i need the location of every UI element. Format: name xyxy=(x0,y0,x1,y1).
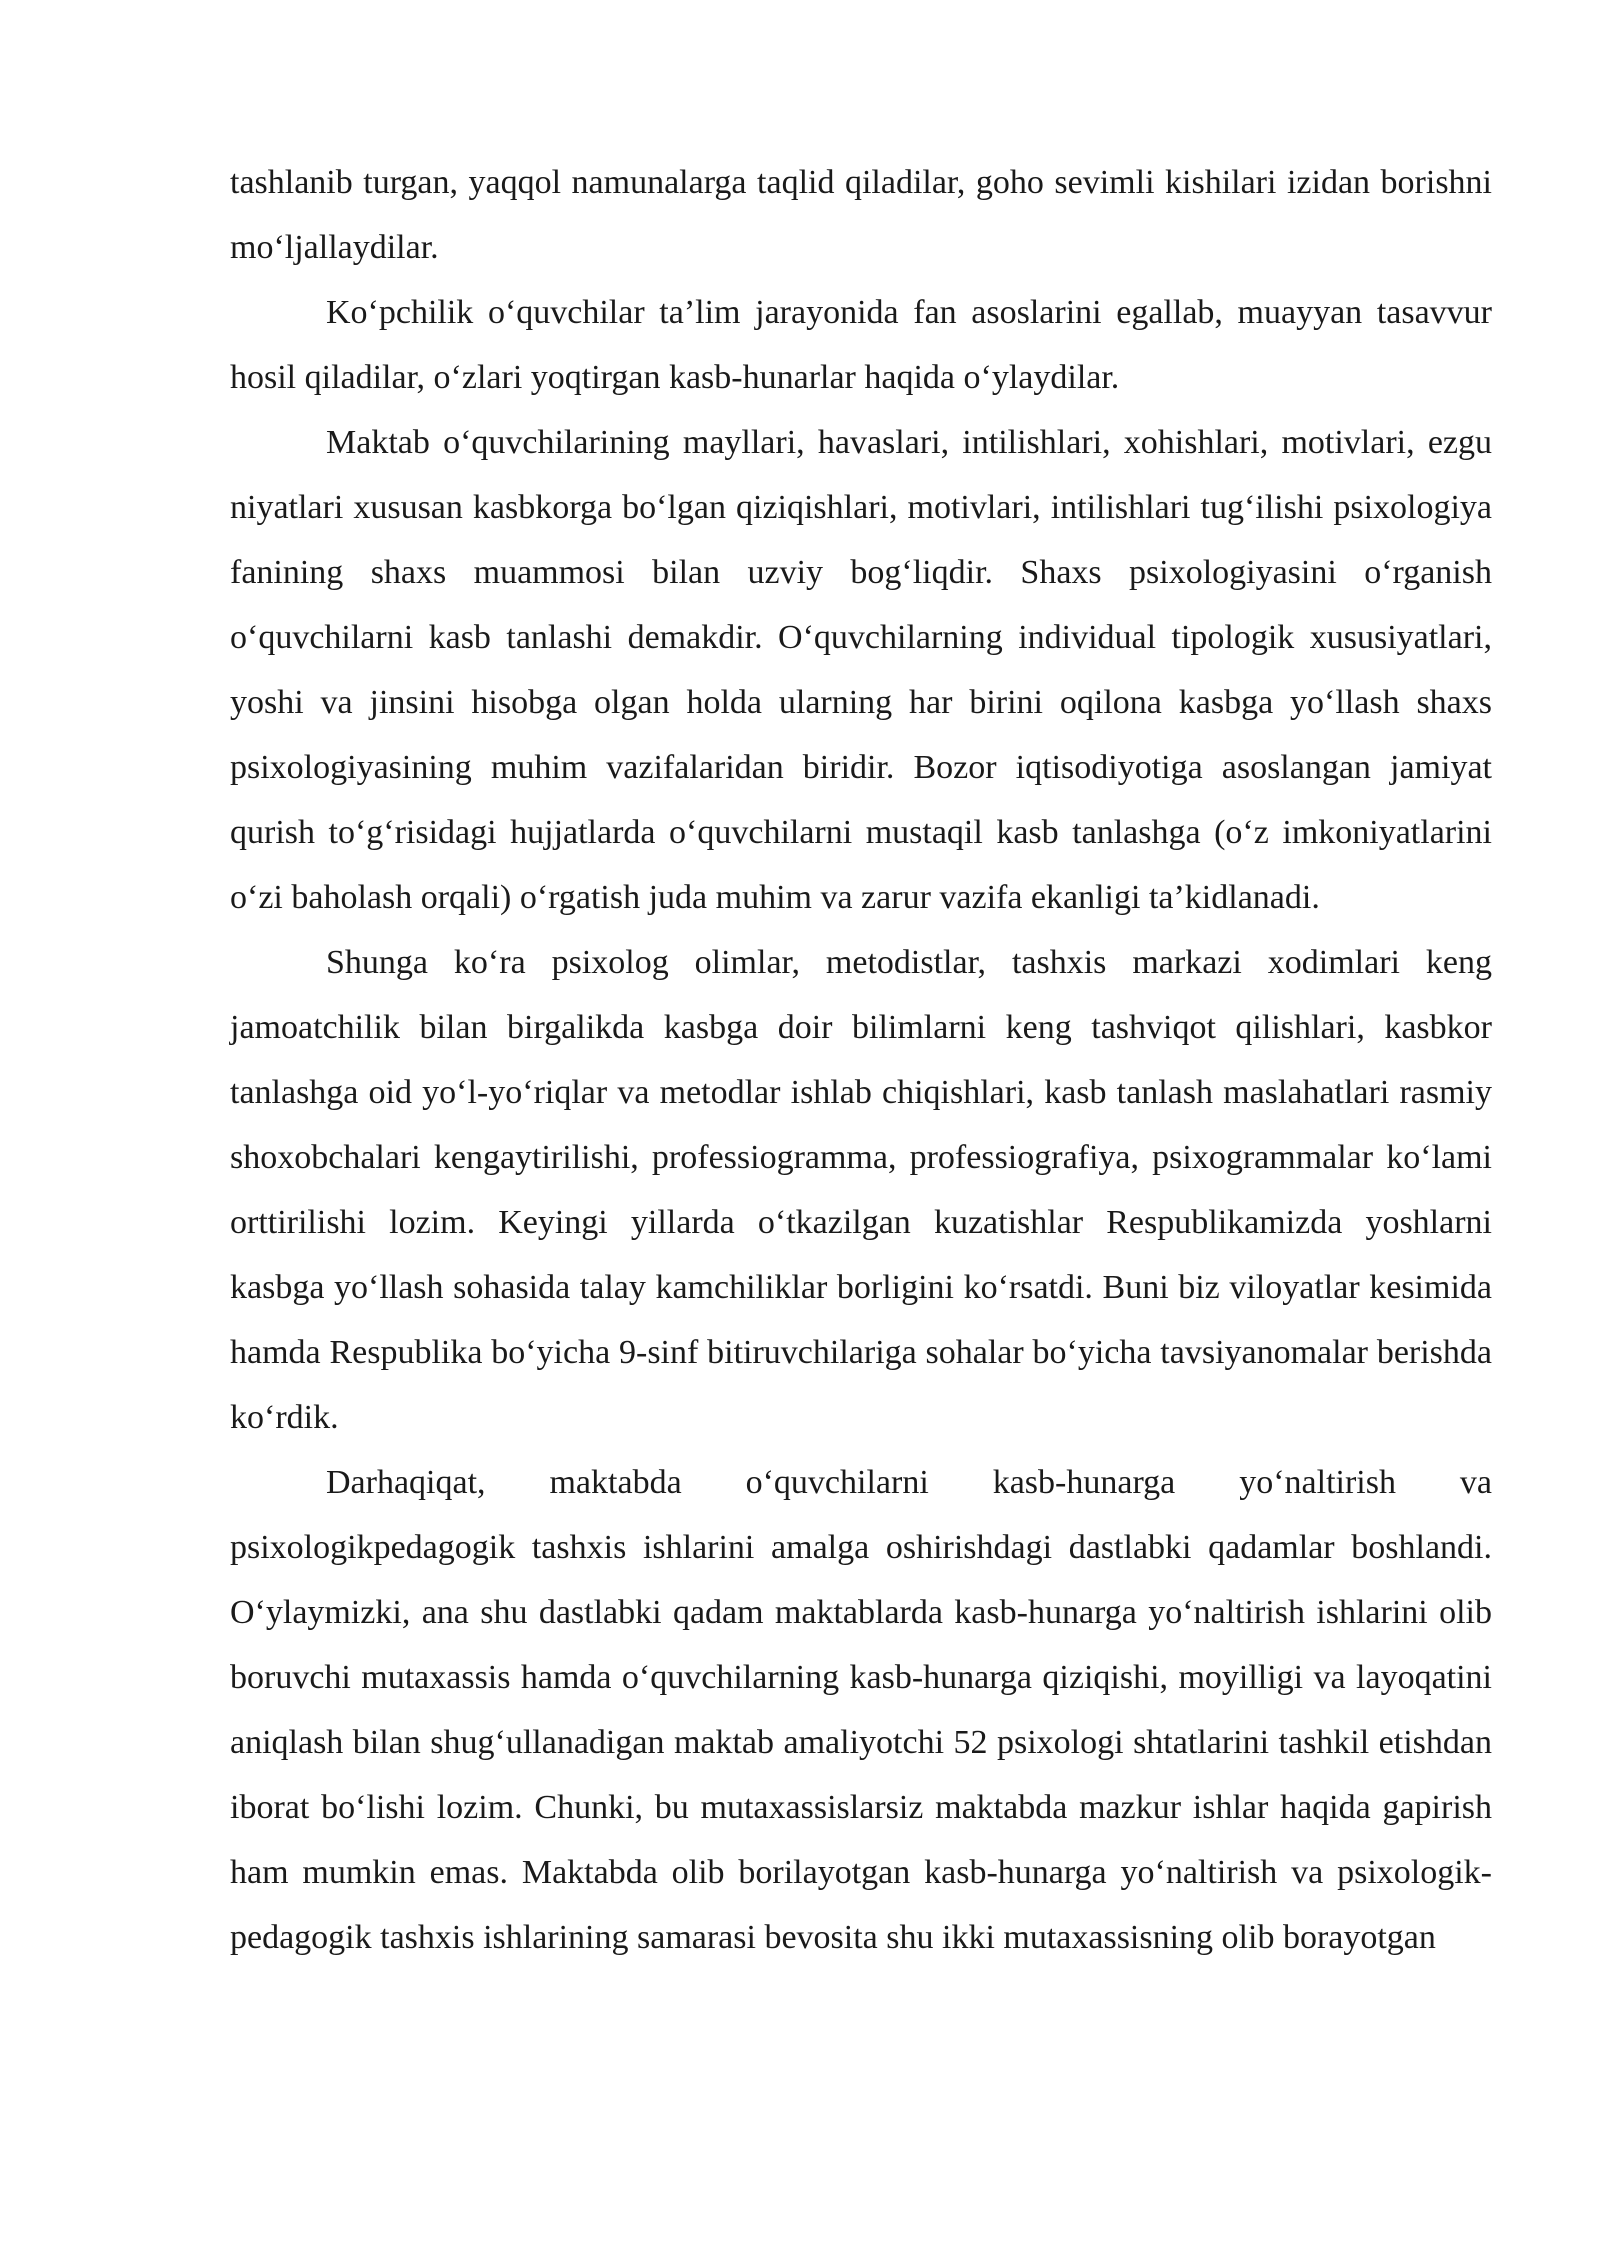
paragraph-continuation: tashlanib turgan, yaqqol namunalarga taqlid qiladilar, goho sevimli kishilari izidan borishni mo‘ljallaydilar. xyxy=(230,164,1492,266)
paragraph: Shunga ko‘ra psixolog olimlar, metodistlar, tashxis markazi xodimlari keng jamoatchilik bilan birgalikda kasbga doir bilimlarni keng tashviqot qilishlari, kasbkor tanlashga oid yo‘l-yo‘riqlar va metodlar ishlab chiqishlari, kasb tanlash maslahatlari rasmiy shoxobchalari kengaytirilishi, professiogramma, professiografiya, psixogrammalar ko‘lami orttirilishi lozim. Keyingi yillarda o‘tkazilgan kuzatishlar Respublikamizda yoshlarni kasbga yo‘llash sohasida talay kamchiliklar borligini ko‘rsatdi. Buni biz viloyatlar kesimida hamda Respublika bo‘yicha 9-sinf bitiruvchilariga sohalar bo‘yicha tavsiyanomalar berishda ko‘rdik. xyxy=(230,944,1492,1436)
paragraph: Darhaqiqat, maktabda o‘quvchilarni kasb-hunarga yo‘naltirish va psixologikpedagogik tashxis ishlarini amalga oshirishdagi dastlabki qadamlar boshlandi. O‘ylaymizki, ana shu dastlabki qadam maktablarda kasb-hunarga yo‘naltirish ishlarini olib boruvchi mutaxassis hamda o‘quvchilarning kasb-hunarga qiziqishi, moyilligi va layoqatini aniqlash bilan shug‘ullanadigan maktab amaliyotchi 52 psixologi shtatlarini tashkil etishdan iborat bo‘lishi lozim. Chunki, bu mutaxassislarsiz maktabda mazkur ishlar haqida gapirish ham mumkin emas. Maktabda olib borilayotgan kasb-hunarga yo‘naltirish va psixologik-pedagogik tashxis ishlarining samarasi bevosita shu ikki mutaxassisning olib borayotgan xyxy=(230,1464,1492,1956)
paragraph: Maktab o‘quvchilarining mayllari, havaslari, intilishlari, xohishlari, motivlari, ezgu niyatlari xususan kasbkorga bo‘lgan qiziqishlari, motivlari, intilishlari tug‘ilishi psixologiya fanining shaxs muammosi bilan uzviy bog‘liqdir. Shaxs psixologiyasini o‘rganish o‘quvchilarni kasb tanlashi demakdir. O‘quvchilarning individual tipologik xususiyatlari, yoshi va jinsini hisobga olgan holda ularning har birini oqilona kasbga yo‘llash shaxs psixologiyasining muhim vazifalaridan biridir. Bozor iqtisodiyotiga asoslangan jamiyat qurish to‘g‘risidagi hujjatlarda o‘quvchilarni mustaqil kasb tanlashga (o‘z imkoniyatlarini o‘zi baholash orqali) o‘rgatish juda muhim va zarur vazifa ekanligi ta’kidlanadi. xyxy=(230,424,1492,916)
paragraph: Ko‘pchilik o‘quvchilar ta’lim jarayonida fan asoslarini egallab, muayyan tasavvur hosil qiladilar, o‘zlari yoqtirgan kasb-hunarlar haqida o‘ylaydilar. xyxy=(230,294,1492,396)
body-text xyxy=(230,150,1492,1970)
